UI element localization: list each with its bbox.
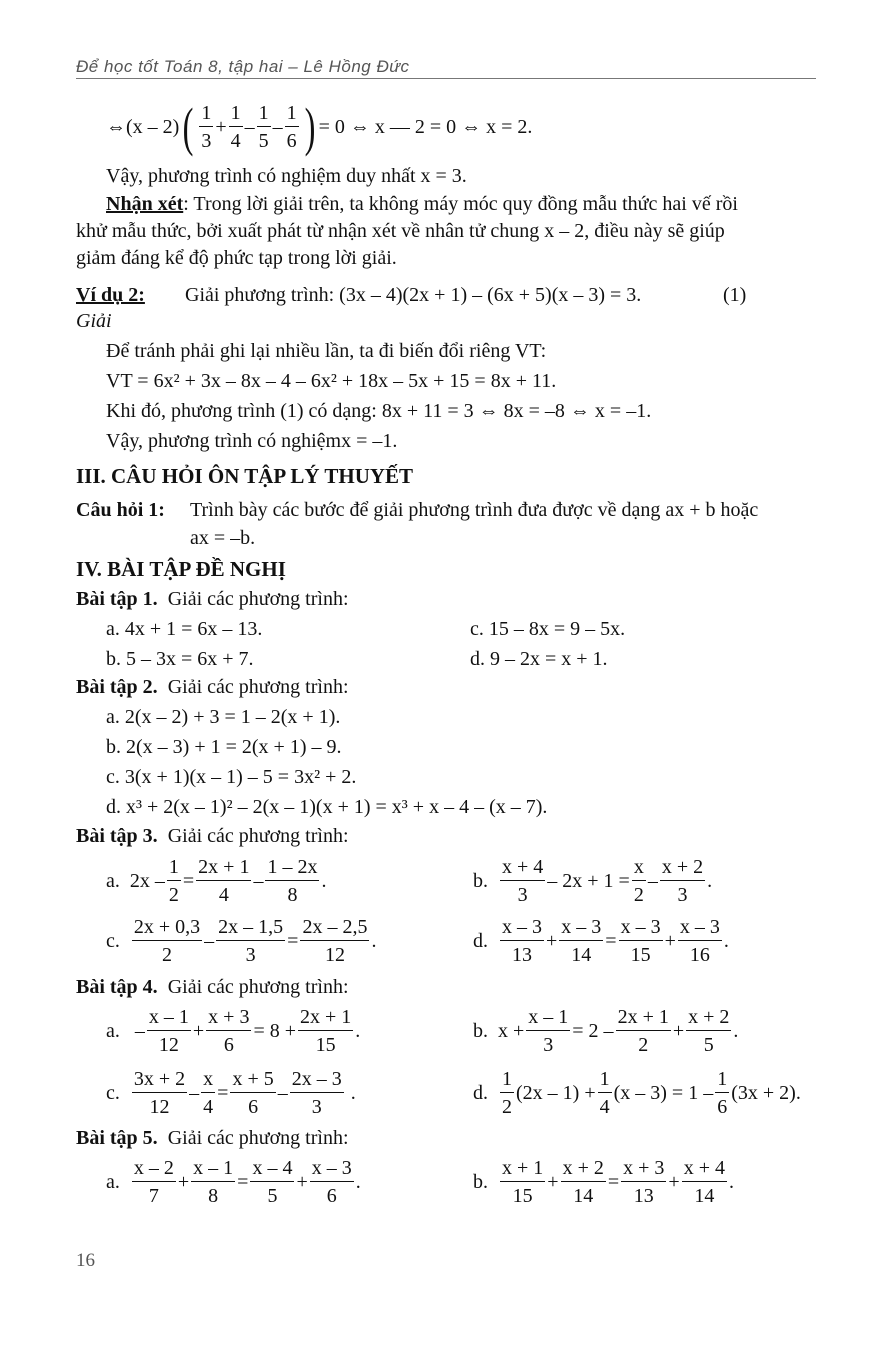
page-number: 16: [76, 1250, 95, 1271]
exercise3-c: c. 2x + 0,3 2 – 2x – 1,5 3 = 2x – 2,5 12 .: [106, 916, 377, 966]
running-header: Để học tốt Toán 8, tập hai – Lê Hồng Đức: [76, 57, 410, 76]
question1-line-1: Trình bày các bước để giải phương trình đưa được về dạng ax + b hoặc: [190, 499, 759, 521]
frac: 1 4: [230, 102, 241, 152]
example2-line-4: Vậy, phương trình có nghiệmx = –1.: [106, 430, 398, 452]
exercise4-heading: Bài tập 4. Giải các phương trình:: [76, 976, 349, 998]
exercise2-a: a. 2(x – 2) + 3 = 1 – 2(x + 1).: [106, 706, 341, 728]
question1-label: Câu hỏi 1:: [76, 499, 165, 521]
remark-line-2: khử mẫu thức, bởi xuất phát từ nhận xét về nhân tử chung x – 2, điều này sẽ giúp: [76, 220, 725, 242]
section3-title: III. CÂU HỎI ÔN TẬP LÝ THUYẾT: [76, 464, 414, 488]
remark-line-1: Nhận xét: Trong lời giải trên, ta không máy móc quy đồng mẫu thức hai vế rồi: [106, 193, 738, 215]
right-paren: ): [304, 97, 315, 157]
example2-line-1: Để tránh phải ghi lại nhiều lần, ta đi biến đổi riêng VT:: [106, 340, 547, 362]
example2-problem: Giải phương trình: (3x – 4)(2x + 1) – (6x + 5)(x – 3) = 3.: [185, 284, 642, 306]
exercise2-b: b. 2(x – 3) + 1 = 2(x + 1) – 9.: [106, 736, 342, 758]
exercise5-heading: Bài tập 5. Giải các phương trình:: [76, 1127, 349, 1149]
solution-label: Giải: [76, 310, 112, 332]
conclusion-1: Vậy, phương trình có nghiệm duy nhất x = 3.: [106, 165, 467, 187]
exercise1-a: a. 4x + 1 = 6x – 13.: [106, 618, 263, 640]
exercise3-b: b. x + 4 3 – 2x + 1 = x 2 – x + 2 3 .: [473, 856, 713, 906]
exercise4-c: c. 3x + 2 12 – x 4 = x + 5 6 – 2x – 3 3 .: [106, 1068, 356, 1118]
frac: 1 5: [258, 102, 269, 152]
example2-line-2: VT = 6x² + 3x – 8x – 4 – 6x² + 18x – 5x + 15 = 8x + 11.: [106, 370, 557, 392]
remark-line-3: giảm đáng kể độ phức tạp trong lời giải.: [76, 247, 397, 269]
exercise3-a: a. 2x – 1 2 = 2x + 1 4 – 1 – 2x 8 .: [106, 856, 327, 906]
header-rule: [76, 78, 816, 79]
exercise1-c: c. 15 – 8x = 9 – 5x.: [470, 618, 626, 640]
exercise2-d: d. x³ + 2(x – 1)² – 2(x – 1)(x + 1) = x³ + x – 4 – (x – 7).: [106, 796, 548, 818]
eq-post: = 0 ⇔ x — 2 = 0 ⇔ x = 2.: [318, 115, 533, 138]
exercise3-d: d. x – 3 13 + x – 3 14 = x – 3 15 + x – 3 16 .: [473, 916, 729, 966]
example2-line-3: Khi đó, phương trình (1) có dạng: 8x + 11 = 3 ⇔ 8x = –8 ⇔ x = –1.: [106, 400, 652, 422]
eq-pre: ⇔(x – 2): [106, 115, 180, 138]
exercise5-a: a. x – 2 7 + x – 1 8 = x – 4 5 + x – 3 6 .: [106, 1157, 361, 1207]
frac: 1 6: [286, 102, 297, 152]
example2-label: Ví dụ 2:: [76, 284, 145, 306]
exercise1-heading: Bài tập 1. Giải các phương trình:: [76, 588, 349, 610]
exercise5-b: b. x + 1 15 + x + 2 14 = x + 3 13 + x + 4 14 .: [473, 1157, 734, 1207]
section4-title: IV. BÀI TẬP ĐỀ NGHỊ: [76, 557, 286, 581]
exercise4-a: a. – x – 1 12 + x + 3 6 = 8 + 2x + 1 15 .: [106, 1006, 361, 1056]
exercise4-b: b. x + x – 1 3 = 2 – 2x + 1 2 + x + 2 5 .: [473, 1006, 739, 1056]
exercise1-b: b. 5 – 3x = 6x + 7.: [106, 648, 254, 670]
exercise1-d: d. 9 – 2x = x + 1.: [470, 648, 608, 670]
exercise2-c: c. 3(x + 1)(x – 1) – 5 = 3x² + 2.: [106, 766, 357, 788]
left-paren: (: [182, 97, 194, 157]
example1-equation: ⇔(x – 2) ( 1 3 + 1 4 – 1 5 – 1 6 ) = 0 ⇔ x — 2 = 0 ⇔ x = 2.: [106, 97, 533, 157]
exercise3-heading: Bài tập 3. Giải các phương trình:: [76, 825, 349, 847]
exercise2-heading: Bài tập 2. Giải các phương trình:: [76, 676, 349, 698]
frac: 1 3: [201, 102, 212, 152]
exercise4-d: d. 1 2 (2x – 1) + 1 4 (x – 3) = 1 – 1 6 (3x + 2).: [473, 1068, 801, 1118]
equation-tag: (1): [723, 284, 747, 306]
question1-line-2: ax = –b.: [190, 527, 256, 549]
